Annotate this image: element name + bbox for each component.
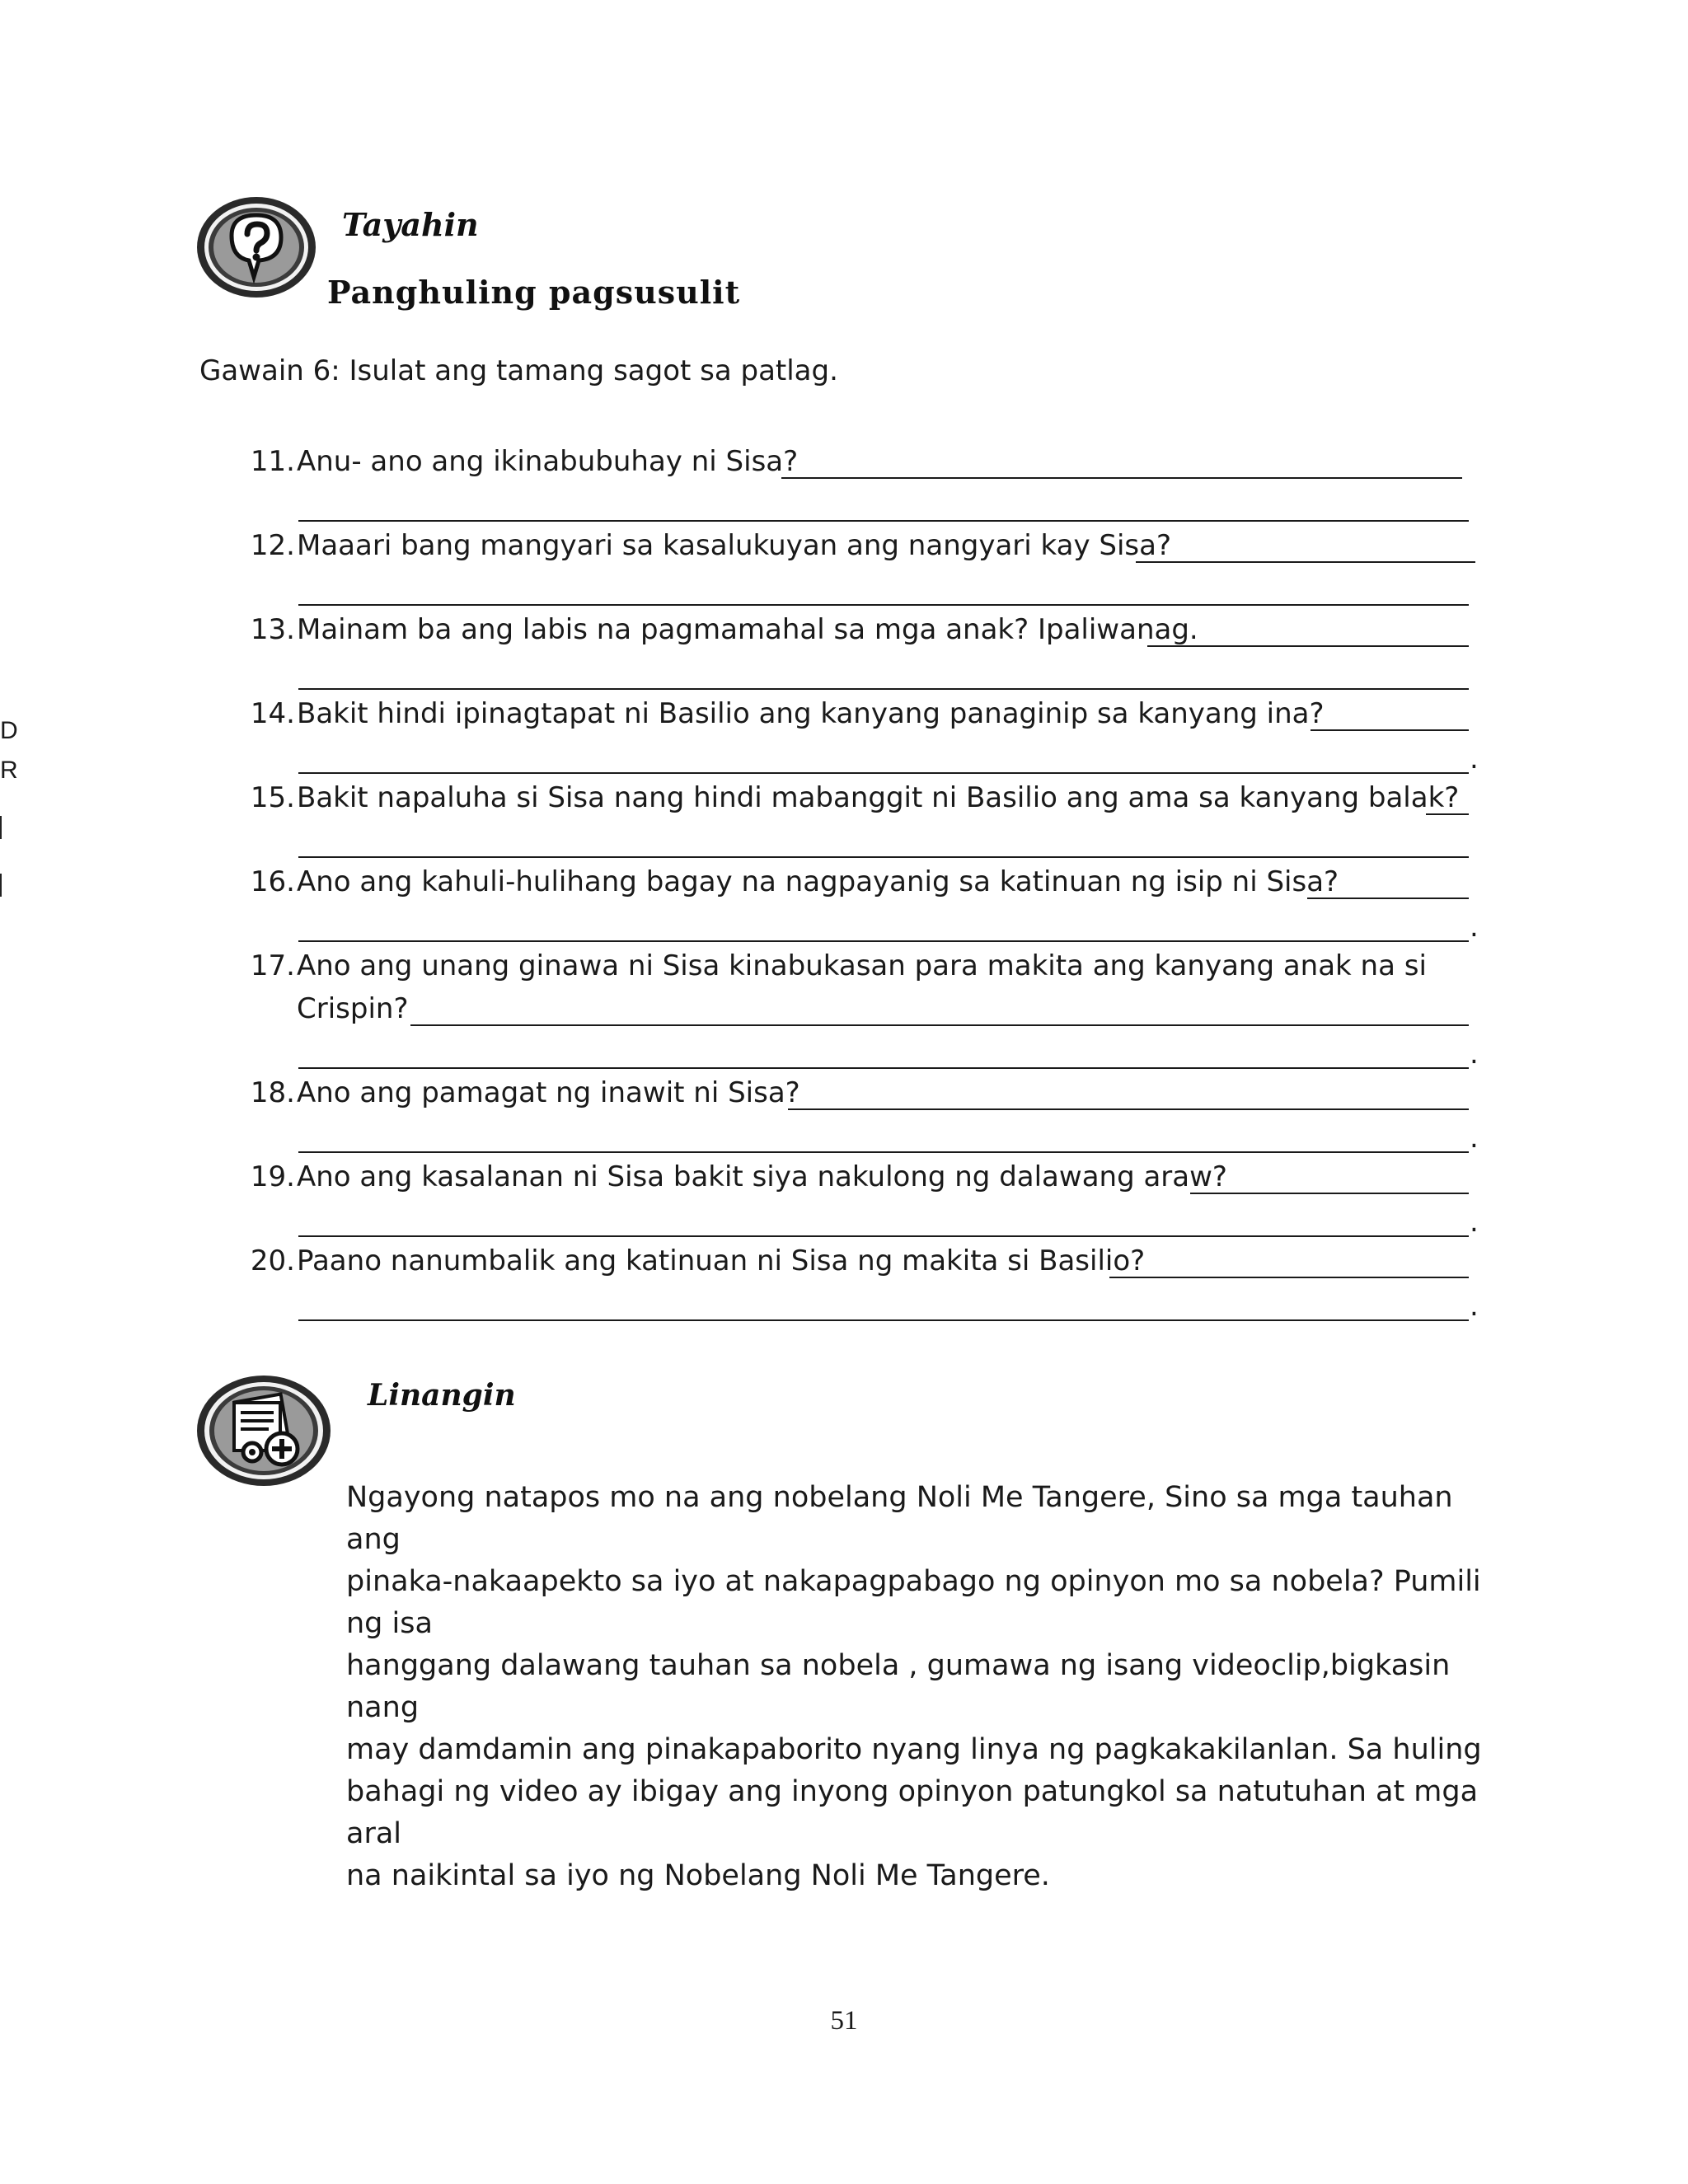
paragraph-line: Ngayong natapos mo na ang nobelang Noli Me Tangere, Sino sa mga tauhan ang [346,1481,1453,1556]
question-speech-bubble-icon [195,194,318,300]
question-text-line2: Crispin? [297,992,409,1025]
period-mark: . [1470,1038,1479,1071]
margin-letter: D [0,717,18,744]
period-mark: . [1470,1122,1479,1155]
paragraph-line: bahagi ng video ay ibigay ang inyong opinyon patungkol sa natutuhan at mga aral [346,1775,1479,1850]
answer-blank[interactable] [298,1067,1469,1069]
answer-blank[interactable] [1136,561,1475,563]
answer-blank[interactable] [1307,898,1469,899]
paragraph-line: hanggang dalawang tauhan sa nobela , gumawa ng isang videoclip,bigkasin nang [346,1649,1451,1724]
paragraph-line: may damdamin ang pinakapaborito nyang linya ng pagkakakilanlan. Sa huling [346,1733,1482,1766]
documents-gear-plus-icon [195,1373,333,1488]
linangin-title: Linangin [368,1378,516,1413]
answer-blank[interactable] [298,604,1469,606]
answer-blank[interactable] [298,772,1469,774]
period-mark: . [1470,1206,1479,1239]
period-mark: . [1470,911,1479,944]
question-text: Bakit hindi ipinagtapat ni Basilio ang kanyang panaginip sa kanyang ina? [297,697,1325,730]
paragraph-line: na naikintal sa iyo ng Nobelang Noli Me Tangere. [346,1859,1050,1892]
tayahin-subtitle: Panghuling pagsusulit [327,274,741,311]
question-text: Bakit napaluha si Sisa nang hindi mabanggit ni Basilio ang ama sa kanyang balak? [297,781,1460,814]
margin-rule [0,874,2,897]
question-text: Ano ang pamagat ng inawit ni Sisa? [297,1076,800,1109]
answer-blank[interactable] [781,477,1462,479]
question-text: Anu- ano ang ikinabubuhay ni Sisa? [297,445,799,478]
answer-blank[interactable] [1190,1193,1469,1194]
question-number: 18. [250,1076,295,1109]
margin-letter: R [0,757,18,784]
margin-rule [0,816,2,839]
question-number: 15. [250,781,295,814]
question-number: 20. [250,1244,295,1277]
answer-blank[interactable] [298,1319,1469,1321]
question-number: 16. [250,865,295,898]
answer-blank[interactable] [1426,813,1469,815]
period-mark: . [1470,1290,1479,1323]
answer-blank[interactable] [1109,1277,1469,1278]
answer-blank[interactable] [788,1108,1469,1110]
answer-blank[interactable] [410,1024,1469,1026]
question-number: 12. [250,529,295,562]
question-text: Maaari bang mangyari sa kasalukuyan ang nangyari kay Sisa? [297,529,1171,562]
question-number: 17. [250,949,295,982]
page-number: 51 [830,2006,858,2036]
answer-blank[interactable] [298,940,1469,942]
answer-blank[interactable] [298,1235,1469,1237]
question-number: 11. [250,445,295,478]
answer-blank[interactable] [298,520,1469,522]
period-mark: . [1470,743,1479,776]
linangin-paragraph [346,1477,1500,1897]
question-text: Mainam ba ang labis na pagmamahal sa mga anak? Ipaliwanag. [297,613,1198,646]
question-number: 13. [250,613,295,646]
tayahin-title: Tayahin [342,206,479,243]
answer-blank[interactable] [298,856,1469,858]
question-number: 14. [250,697,295,730]
question-text: Ano ang kahuli-hulihang bagay na nagpayanig sa katinuan ng isip ni Sisa? [297,865,1339,898]
answer-blank[interactable] [298,1151,1469,1153]
answer-blank[interactable] [298,688,1469,690]
answer-blank[interactable] [1311,729,1469,731]
question-text: Ano ang unang ginawa ni Sisa kinabukasan para makita ang kanyang anak na si [297,949,1427,982]
question-text: Paano nanumbalik ang katinuan ni Sisa ng makita si Basilio? [297,1244,1146,1277]
question-number: 19. [250,1160,295,1193]
answer-blank[interactable] [1147,645,1469,647]
question-text: Ano ang kasalanan ni Sisa bakit siya nakulong ng dalawang araw? [297,1160,1227,1193]
paragraph-line: pinaka-nakaapekto sa iyo at nakapagpabago ng opinyon mo sa nobela? Pumili ng isa [346,1565,1481,1640]
instruction-text: Gawain 6: Isulat ang tamang sagot sa patlag. [199,354,838,387]
